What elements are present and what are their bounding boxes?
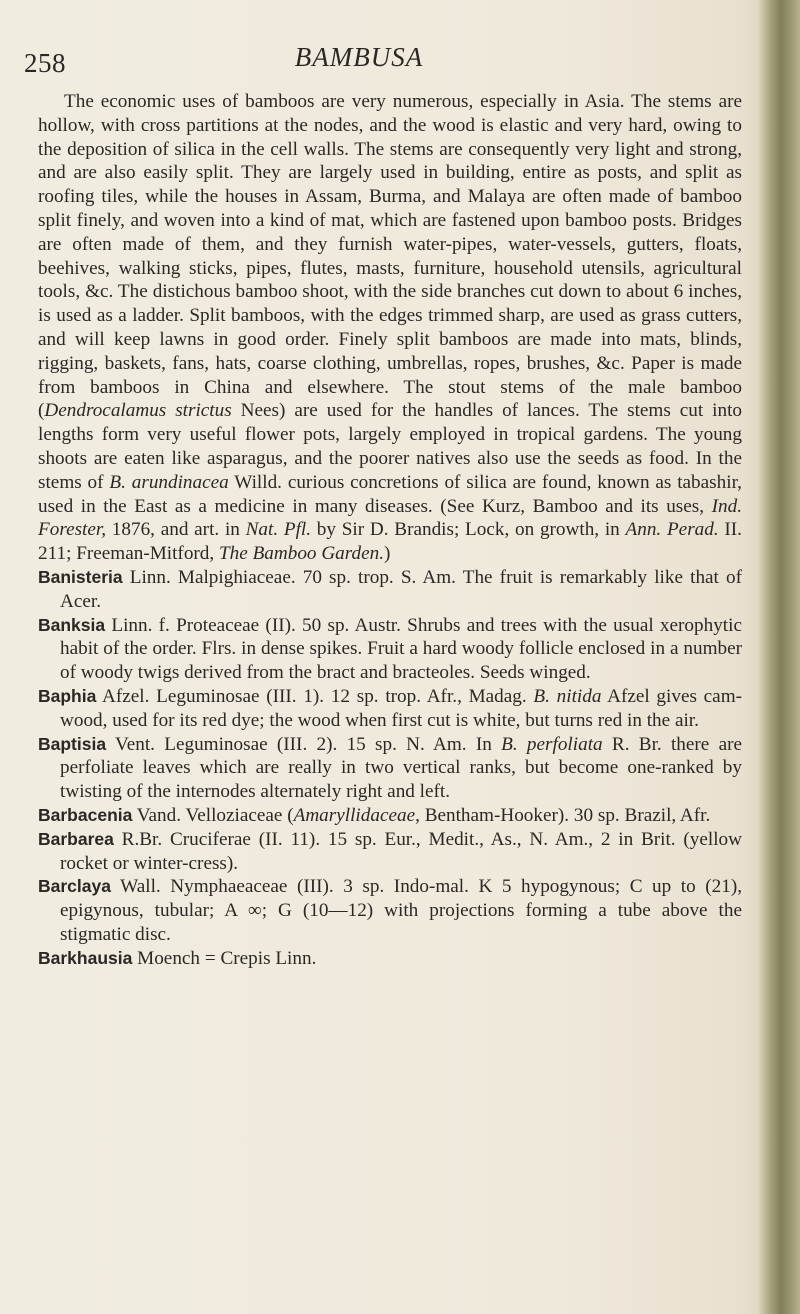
page-edge (758, 0, 800, 1314)
entry-term: Banisteria (38, 566, 123, 587)
entry-text: R.Br. Cruciferae (II. 11). 15 sp. Eur., Medit., As., N. Am., 2 in Brit. (yellow rocket or winter-cress). (60, 828, 742, 874)
entry-text: Linn. f. Proteaceae (II). 50 sp. Austr. Shrubs and trees with the usual xerophytic habit of the order. Flrs. in dense spikes. Fruit a hard woody follicle enclosed in a number of woody twigs derived from the bract and bracteoles. Seeds winged. (60, 614, 742, 684)
intro-text: Nees) are used for the handles of lances. The stems cut into lengths form very useful flower pots, largely employed in tropical gardens. The young shoots are eaten like asparagus, and the poorer natives also use the seeds as food. In the stems of (38, 400, 742, 493)
entry-text: Linn. Malpighiaceae. 70 sp. trop. S. Am. The fruit is remarkably like that of Acer. (60, 566, 742, 612)
entry-term: Barbarea (38, 828, 114, 849)
entry-banksia (38, 614, 742, 685)
italic-reference: Ann. Perad. (625, 519, 719, 541)
italic-taxon: Amaryllidaceae (293, 804, 416, 826)
entry-barbarea (38, 828, 742, 876)
intro-text: ) (384, 543, 391, 565)
entry-text: Moench = Crepis Linn. (132, 947, 317, 969)
entry-term: Barkhausia (38, 947, 133, 968)
italic-taxon: B. arundinacea (109, 471, 229, 493)
entry-barbacenia (38, 804, 742, 828)
entry-term: Baphia (38, 685, 97, 706)
intro-paragraph (38, 90, 742, 566)
entry-text: R. Br. there are perfoliate leaves which are really in two vertical ranks, but become one-ranked by twisting of the internodes alternately right and left. (60, 733, 743, 803)
intro-text: II. 211; Freeman-Mitford, (38, 519, 742, 565)
entry-text: Afzel gives cam-wood, used for its red dye; the wood when first cut is white, but turns red in the air. (60, 685, 743, 731)
entry-term: Barclaya (38, 876, 111, 897)
page-body (38, 90, 742, 970)
italic-reference: The Bamboo Garden. (219, 543, 385, 565)
entry-text: Vand. Velloziaceae ( (132, 804, 294, 826)
italic-taxon: B. nitida (533, 685, 602, 707)
entry-text: Wall. Nymphaeaceae (III). 3 sp. Indo-mal. K 5 hypogynous; C up to (21), epigynous, tubular; A ∞; G (10—12) with projections forming a tube above the stigmatic disc. (60, 876, 742, 945)
italic-reference: Ind. Forester, (38, 495, 742, 541)
entry-banisteria (38, 566, 742, 614)
italic-reference: Nat. Pfl. (245, 519, 312, 541)
entry-baptisia (38, 733, 742, 804)
entry-barkhausia (38, 947, 742, 971)
entry-term: Baptisia (38, 733, 107, 754)
entry-term: Banksia (38, 614, 106, 635)
intro-text: Willd. curious concretions of silica are found, known as tabashir, used in the East as a medicine in many diseases. (See Kurz, Bamboo and its uses, (38, 471, 742, 517)
italic-taxon: B. perfoliata (501, 733, 603, 755)
intro-text: by Sir D. Brandis; Lock, on growth, in (311, 519, 626, 541)
italic-taxon: Dendrocalamus strictus (44, 400, 232, 422)
page-number: 258 (24, 48, 66, 78)
entry-text: Vent. Leguminosae (III. 2). 15 sp. N. Am. In (106, 733, 502, 755)
intro-text: The economic uses of bamboos are very numerous, especially in Asia. The stems are hollow, with cross partitions at the nodes, and the wood is elastic and very hard, owing to the deposition of silica in the cell walls. The stems are consequently very light and strong, and are also easily split. They are largely used in building, entire as posts, and split as roofing tiles, while the houses in Assam, Burma, and Malaya are often made of bamboo split finely, and woven into a kind of mat, which are fastened upon bamboo posts. Bridges are often made of them, and they furnish water-pipes, water-vessels, gutters, floats, beehives, walking sticks, pipes, flutes, masts, furniture, household utensils, agricultural tools, &c. The distichous bamboo shoot, with the side branches cut down to about 6 inches, is used as a ladder. Split bamboos, with the edges trimmed sharp, are used as grass cutters, and will keep lawns in good order. Finely split bamboos are made into mats, blinds, rigging, baskets, fans, hats, coarse clothing, umbrellas, ropes, brushes, &c. Paper is made from bamboos in China and elsewhere. The stout stems of the male bamboo ( (38, 91, 742, 422)
entry-text: Afzel. Leguminosae (III. 1). 12 sp. trop. Afr., Madag. (96, 685, 534, 707)
running-head: BAMBUSA (294, 42, 424, 72)
entry-baphia (38, 685, 742, 733)
entry-barclaya (38, 875, 742, 946)
entry-text: , Bentham-Hooker). 30 sp. Brazil, Afr. (415, 804, 711, 826)
entry-term: Barbacenia (38, 804, 133, 825)
page-header (24, 42, 744, 82)
intro-text: 1876, and art. in (106, 519, 246, 541)
